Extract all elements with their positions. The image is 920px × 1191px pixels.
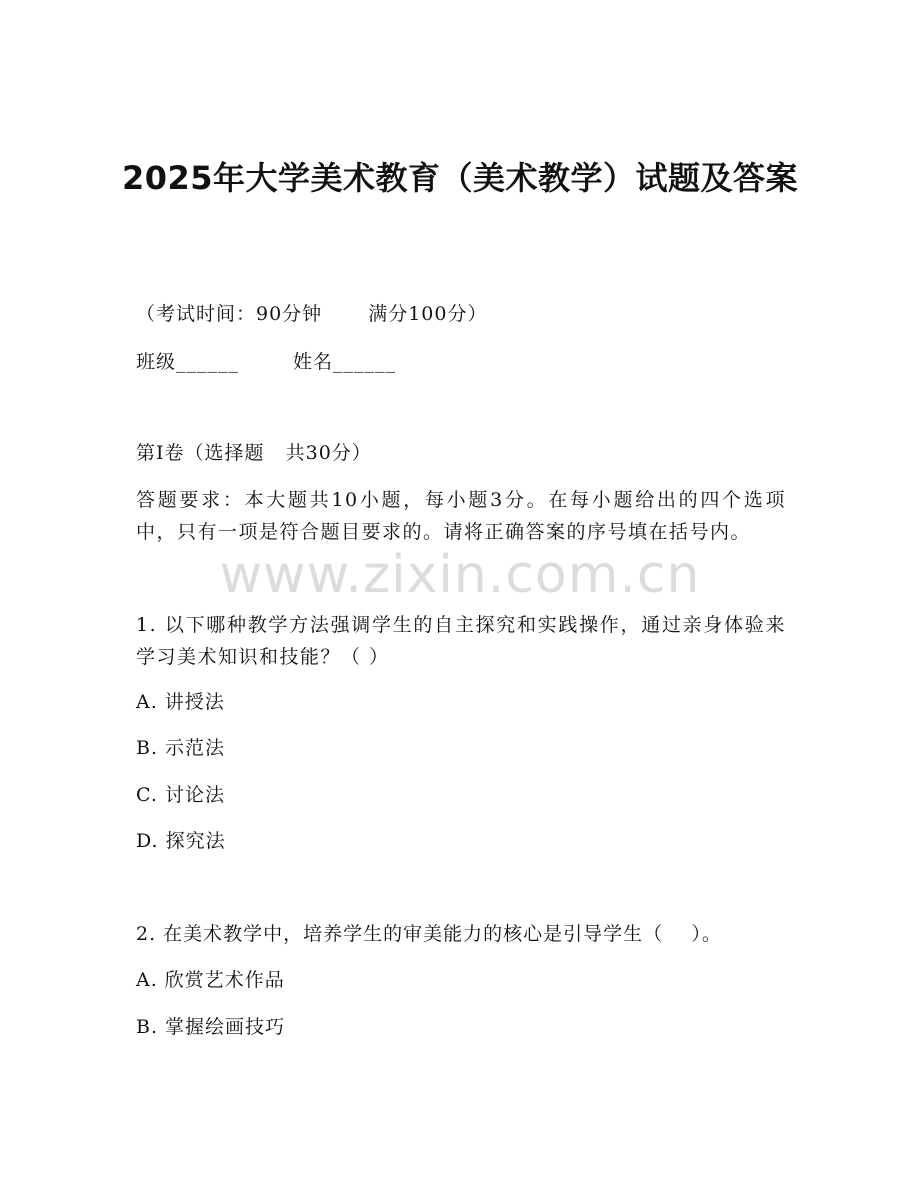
question-2-option-b: B. 掌握绘画技巧 xyxy=(136,1016,286,1038)
name-label: 姓名 xyxy=(293,351,334,373)
watermark: www.zixin.com.cn xyxy=(219,545,701,605)
question-1-option-b: B. 示范法 xyxy=(136,737,226,759)
document-title: 2025年大学美术教育（美术教学）试题及答案 xyxy=(121,159,799,197)
section-instructions: 答题要求：本大题共10小题，每小题3分。在每小题给出的四个选项中，只有一项是符合题目要求的。请将正确答案的序号填在括号内。 xyxy=(136,489,786,543)
class-label: 班级 xyxy=(136,351,177,373)
section-heading: 第I卷（选择题 共30分） xyxy=(136,442,372,464)
exam-time: （考试时间：90分钟 xyxy=(136,303,323,325)
question-1-option-a: A. 讲授法 xyxy=(136,691,225,713)
class-blank: ______ xyxy=(176,351,240,373)
question-1-stem: 1. 以下哪种教学方法强调学生的自主探究和实践操作，通过亲身体验来学习美术知识和技能？（ ） xyxy=(136,614,786,668)
question-2-option-a: A. 欣赏艺术作品 xyxy=(136,969,285,991)
name-blank: ______ xyxy=(333,351,397,373)
question-1-option-c: C. 讨论法 xyxy=(136,784,225,806)
exam-info xyxy=(136,300,487,328)
exam-score: 满分100分） xyxy=(368,303,488,325)
question-2-stem: 2. 在美术教学中，培养学生的审美能力的核心是引导学生（ ）。 xyxy=(136,923,722,945)
question-1-option-d: D. 探究法 xyxy=(136,830,226,852)
student-fields xyxy=(136,348,396,376)
